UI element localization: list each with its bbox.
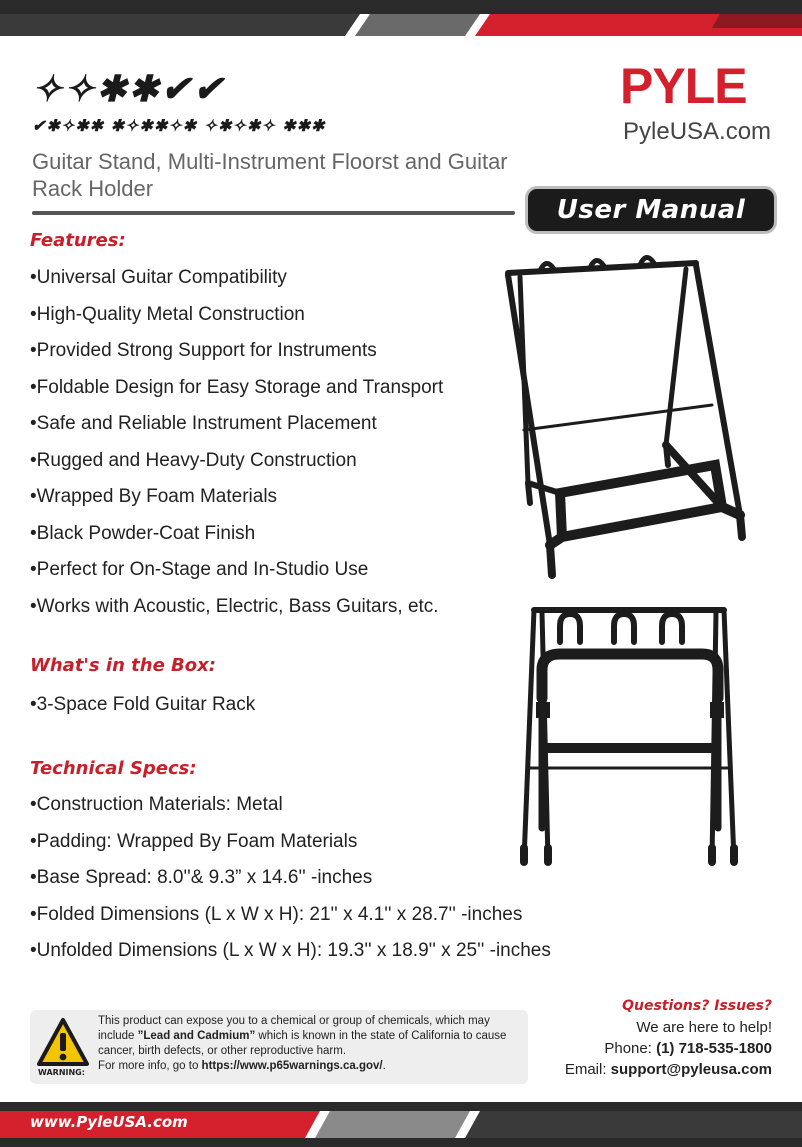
p65-link[interactable]: https://www.p65warnings.ca.gov/ [201, 1060, 383, 1072]
list-item: • Safe and Reliable Instrument Placement [30, 411, 443, 448]
list-item: • Folded Dimensions (L x W x H): 21'' x 4.1'' x 28.7'' -inches [30, 902, 551, 939]
logo-url: PyleUSA.com [623, 118, 772, 145]
list-item: • Universal Guitar Compatibility [30, 265, 443, 302]
phone-line: Phone: (1) 718-535-1800 [604, 1040, 772, 1057]
list-item: • Unfolded Dimensions (L x W x H): 19.3'' x 18.9'' x 25'' -inches [30, 938, 551, 975]
pyle-logo: PYLE [620, 58, 747, 114]
features-title: Features: [30, 230, 126, 251]
features-list [30, 265, 443, 630]
questions-heading: Questions? Issues? [622, 998, 772, 1014]
list-item: • Base Spread: 8.0''& 9.3” x 14.6'' -inches [30, 865, 551, 902]
box-title: What's in the Box: [30, 655, 216, 676]
list-item: • Works with Acoustic, Electric, Bass Guitars, etc. [30, 594, 443, 631]
title-divider [32, 211, 515, 215]
guitar-stand-unfolded-image [490, 245, 760, 585]
phone-number[interactable]: (1) 718-535-1800 [656, 1040, 772, 1057]
email-link[interactable]: support@pyleusa.com [610, 1061, 772, 1078]
list-item: • Provided Strong Support for Instruments [30, 338, 443, 375]
user-manual-badge [528, 189, 774, 231]
model-subtitle: ✔✱✧✱✱ ✱✧✱✱✧✱ ✧✱✧✱✧ ✱✱✱ [32, 116, 326, 135]
list-item: • High-Quality Metal Construction [30, 302, 443, 339]
guitar-stand-folded-image [512, 598, 747, 868]
warning-text: This product can expose you to a chemical or group of chemicals, which may include ”Lead and Cadmium” which is known in the state of California to cause cancer, birth defects, or other reproductive harm. For more info, go to https://www.p65warnings.ca.gov/. [98, 1015, 507, 1072]
list-item: • Perfect for On-Stage and In-Studio Use [30, 557, 443, 594]
list-item: • Rugged and Heavy-Duty Construction [30, 448, 443, 485]
help-text: We are here to help! [636, 1019, 772, 1036]
footer-url[interactable]: www.PyleUSA.com [30, 1113, 188, 1131]
list-item: • Padding: Wrapped By Foam Materials [30, 829, 551, 866]
list-item: • Construction Materials: Metal [30, 792, 551, 829]
specs-list [30, 792, 551, 975]
list-item: • Black Powder-Coat Finish [30, 521, 443, 558]
email-line: Email: support@pyleusa.com [564, 1061, 772, 1078]
top-banner [0, 0, 802, 42]
list-item: • Wrapped By Foam Materials [30, 484, 443, 521]
user-manual-label: User Manual [556, 195, 746, 225]
product-title: Guitar Stand, Multi-Instrument Floorst and Guitar Rack Holder [32, 149, 508, 201]
box-list [30, 692, 255, 729]
list-item: • Foldable Design for Easy Storage and Transport [30, 375, 443, 412]
contact-block [565, 996, 772, 1080]
list-item: • 3-Space Fold Guitar Rack [30, 692, 255, 729]
specs-title: Technical Specs: [30, 758, 197, 779]
prop65-warning [30, 1010, 528, 1084]
model-code: ✧✧✱✱✔✔ [32, 68, 225, 110]
warning-label: WARNING: [38, 1068, 85, 1077]
